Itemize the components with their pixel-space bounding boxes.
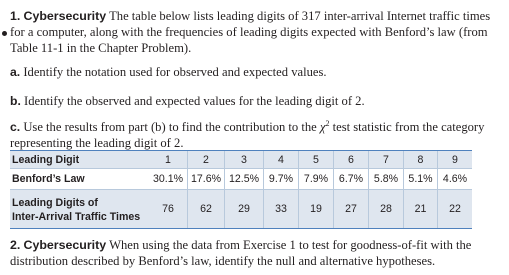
bullet-marker [2, 31, 7, 36]
intro-line-1: The table below lists leading digits of 317 inter-arrival Internet traffic times [109, 9, 491, 23]
digit-cell: 1 [149, 151, 188, 169]
observed-cell: 21 [404, 190, 438, 229]
expected-cell: 7.9% [299, 169, 334, 190]
part-a-text: Identify the notation used for observed and expected values. [23, 65, 327, 79]
digit-cell: 4 [264, 151, 299, 169]
observed-cell: 22 [438, 190, 473, 229]
part-a-letter: a. [10, 65, 21, 79]
benford-law-row [10, 169, 472, 190]
observed-cell: 33 [264, 190, 299, 229]
observed-cell: 62 [188, 190, 225, 229]
problem-1-intro [10, 8, 502, 56]
digit-cell: 9 [438, 151, 473, 169]
digit-cell: 2 [188, 151, 225, 169]
problem-2-line-2: distribution described by Benford’s law, identify the null and alternative hypotheses. [10, 254, 436, 268]
expected-cell: 6.7% [334, 169, 369, 190]
part-c-text-before: Use the results from part (b) to find the contribution to the [23, 120, 317, 134]
problem-number: 2. [10, 238, 21, 252]
leading-digit-row [10, 151, 472, 169]
expected-cell: 17.6% [188, 169, 225, 190]
benford-law-label: Benford’s Law [10, 169, 149, 190]
expected-cell: 9.7% [264, 169, 299, 190]
part-b [10, 93, 365, 109]
chi-superscript: 2 [325, 118, 330, 128]
part-b-text: Identify the observed and expected values for the leading digit of 2. [24, 94, 365, 108]
digit-cell: 6 [334, 151, 369, 169]
observed-cell: 29 [225, 190, 264, 229]
problem-2 [10, 237, 502, 269]
observed-cell: 28 [369, 190, 404, 229]
problem-number: 1. [10, 9, 21, 23]
inter-arrival-label [10, 190, 149, 229]
part-c-letter: c. [10, 120, 21, 134]
part-c [10, 119, 502, 151]
benford-table [10, 150, 472, 229]
expected-cell: 30.1% [149, 169, 188, 190]
intro-line-3: Table 11-1 in the Chapter Problem). [10, 41, 192, 55]
observed-cell: 27 [334, 190, 369, 229]
digit-cell: 8 [404, 151, 438, 169]
part-b-letter: b. [10, 94, 21, 108]
expected-cell: 5.8% [369, 169, 404, 190]
expected-cell: 5.1% [404, 169, 438, 190]
observed-cell: 76 [149, 190, 188, 229]
part-c-text-after: test statistic from the category [332, 120, 485, 134]
problem-title: Cybersecurity [23, 238, 107, 252]
intro-line-2: for a computer, along with the frequencies of leading digits expected with Benford’s law (from [10, 25, 488, 39]
expected-cell: 12.5% [225, 169, 264, 190]
problem-title: Cybersecurity [23, 9, 107, 23]
inter-arrival-label-line-1: Leading Digits of [12, 197, 98, 209]
problem-2-line-1: When using the data from Exercise 1 to test for goodness-of-fit with the [109, 238, 472, 252]
digit-cell: 5 [299, 151, 334, 169]
digit-cell: 3 [225, 151, 264, 169]
expected-cell: 4.6% [438, 169, 473, 190]
observed-cell: 19 [299, 190, 334, 229]
part-a [10, 64, 327, 80]
inter-arrival-label-line-2: Inter-Arrival Traffic Times [12, 211, 141, 223]
problem-2-text [10, 237, 502, 269]
inter-arrival-row [10, 190, 472, 229]
digit-cell: 7 [369, 151, 404, 169]
leading-digit-label: Leading Digit [10, 151, 149, 169]
part-c-line-2: representing the leading digit of 2. [10, 136, 184, 150]
chi-symbol: χ [319, 120, 326, 134]
problem-1 [10, 8, 502, 150]
